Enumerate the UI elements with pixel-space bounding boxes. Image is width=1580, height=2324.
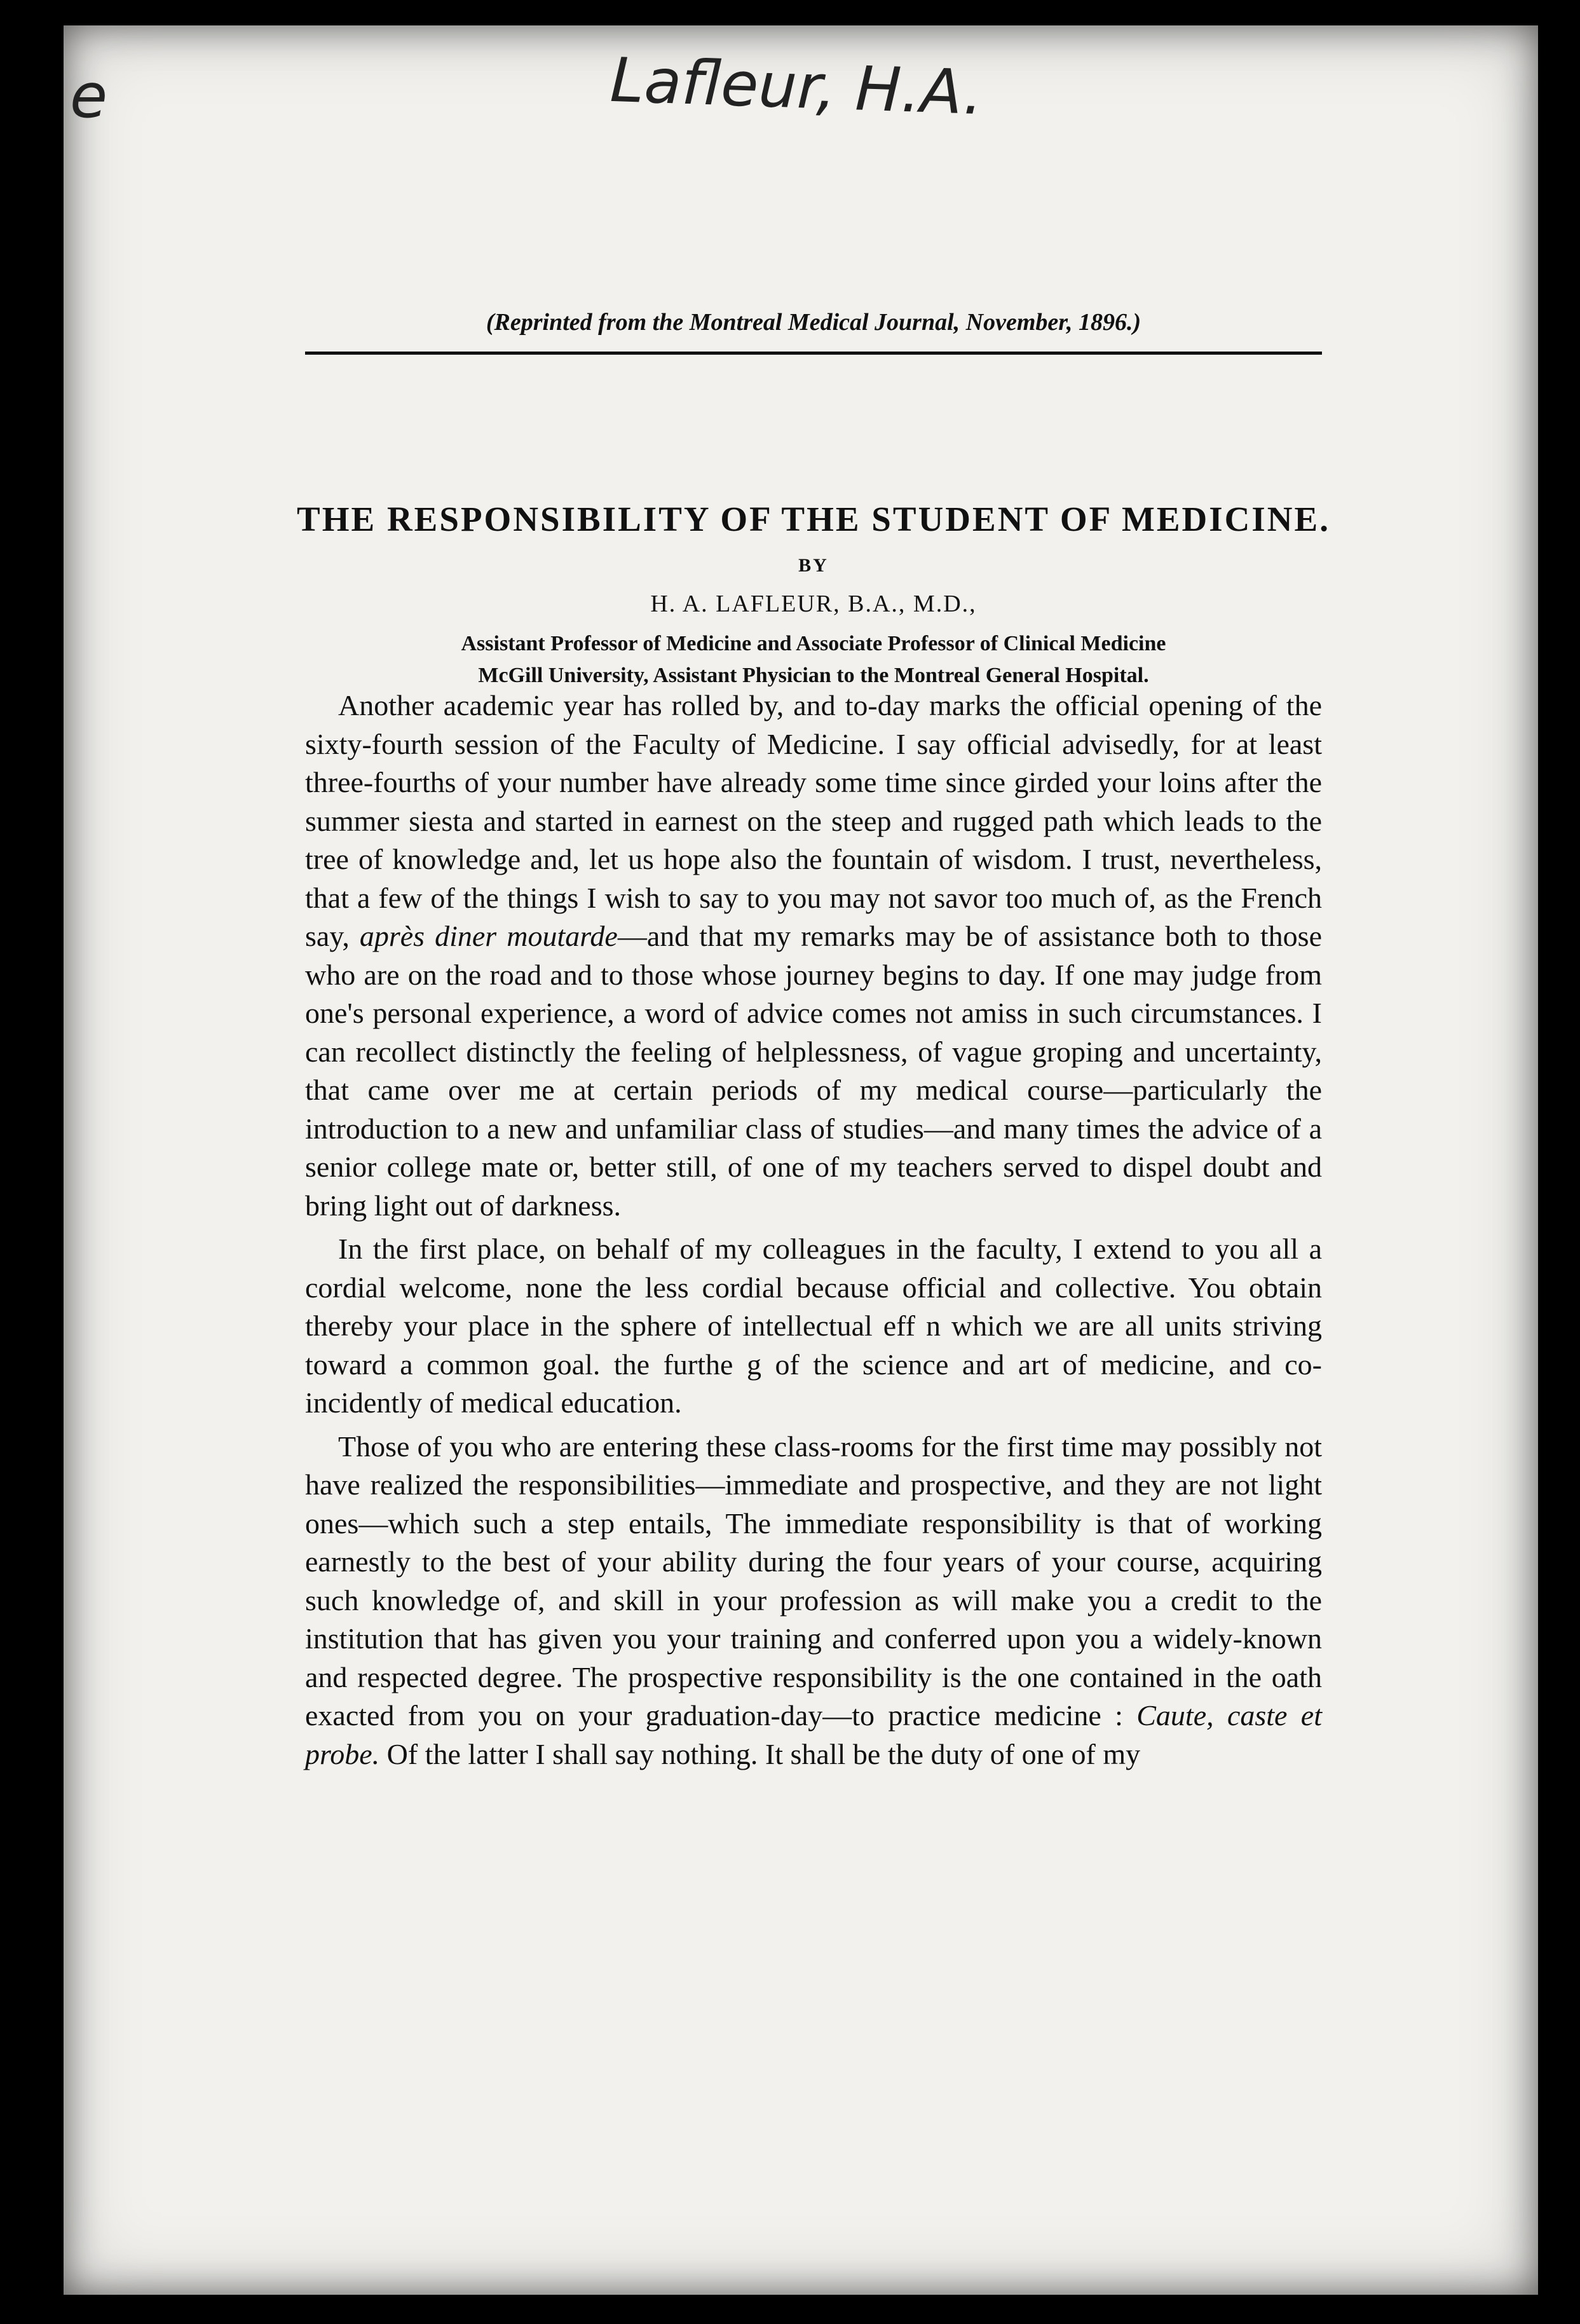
article-title: THE RESPONSIBILITY OF THE STUDENT OF MEDICINE. <box>297 500 1330 538</box>
italic-phrase: après diner moutarde <box>359 920 618 952</box>
affiliation-line: McGill University, Assistant Physician to the Montreal General Hospital. <box>478 664 1149 687</box>
paragraph <box>305 1428 1322 1774</box>
italic-phrase: Caute, caste et probe. <box>305 1699 1322 1770</box>
handwritten-annotation: Lafleur, H.A. <box>609 44 984 129</box>
affiliation-line: Assistant Professor of Medicine and Associate Professor of Clinical Medicine <box>461 632 1166 655</box>
header-rule <box>305 352 1322 355</box>
reprint-note: (Reprinted from the Montreal Medical Journal, November, 1896.) <box>486 309 1141 336</box>
paragraph <box>305 687 1322 1225</box>
paragraph: In the first place, on behalf of my colleagues in the faculty, I extend to you all a cordial welcome, none the less cordial because official and collective. You obtain thereby your place in the sphere of intellectual eff n which we are all units striving toward a common goal. the furthe g of the science and art of medicine, and co-incidently of medical education. <box>305 1233 1322 1419</box>
paragraph-text: —and that my remarks may be of assistance both to those who are on the road and to those whose journey begins to day. If one may judge from one's personal experience, a word of advice comes not amiss in such circumstances. I can recollect distinctly the feeling of helplessness, of vague groping and uncertainty, that came over me at certain periods of my medical course—particularly the introduction to a new and unfamiliar class of studies—and many times the advice of a senior college mate or, better still, of one of my teachers served to dispel doubt and bring light out of darkness. <box>305 920 1322 1222</box>
paragraph-text: Another academic year has rolled by, and to-day marks the official opening of the sixty-fourth session of the Faculty of Medicine. I say official advisedly, for at least three-fourths of your number have already some time since girded your loins after the summer siesta and started in earnest on the steep and rugged path which leads to the tree of knowledge and, let us hope also the fountain of wisdom. I trust, nevertheless, that a few of the things I wish to say to you may not savor too much of, as the French say, <box>305 689 1322 952</box>
paragraph-text: Of the latter I shall say nothing. It shall be the duty of one of my <box>379 1737 1141 1770</box>
paragraph-text: Those of you who are entering these class-rooms for the first time may possibly not have realized the responsibilities—immediate and prospective, and they are not light ones—which such a step entails, The immediate responsibility is that of working earnestly to the best of your ability during the four years of your course, acquiring such knowledge of, and skill in your profession as will make you a credit to the institution that has given you your training and conferred upon you a widely-known and respected degree. The prospective responsibility is the one contained in the oath exacted from you on your graduation-day—to practice medicine : <box>305 1430 1322 1732</box>
author-affiliation <box>305 628 1322 692</box>
article-body <box>305 687 1322 1774</box>
author-name: H. A. LAFLEUR, B.A., M.D., <box>650 591 977 617</box>
document-page <box>64 25 1538 2295</box>
byline-label: BY <box>798 555 829 576</box>
handwritten-margin-mark: e <box>70 60 108 132</box>
